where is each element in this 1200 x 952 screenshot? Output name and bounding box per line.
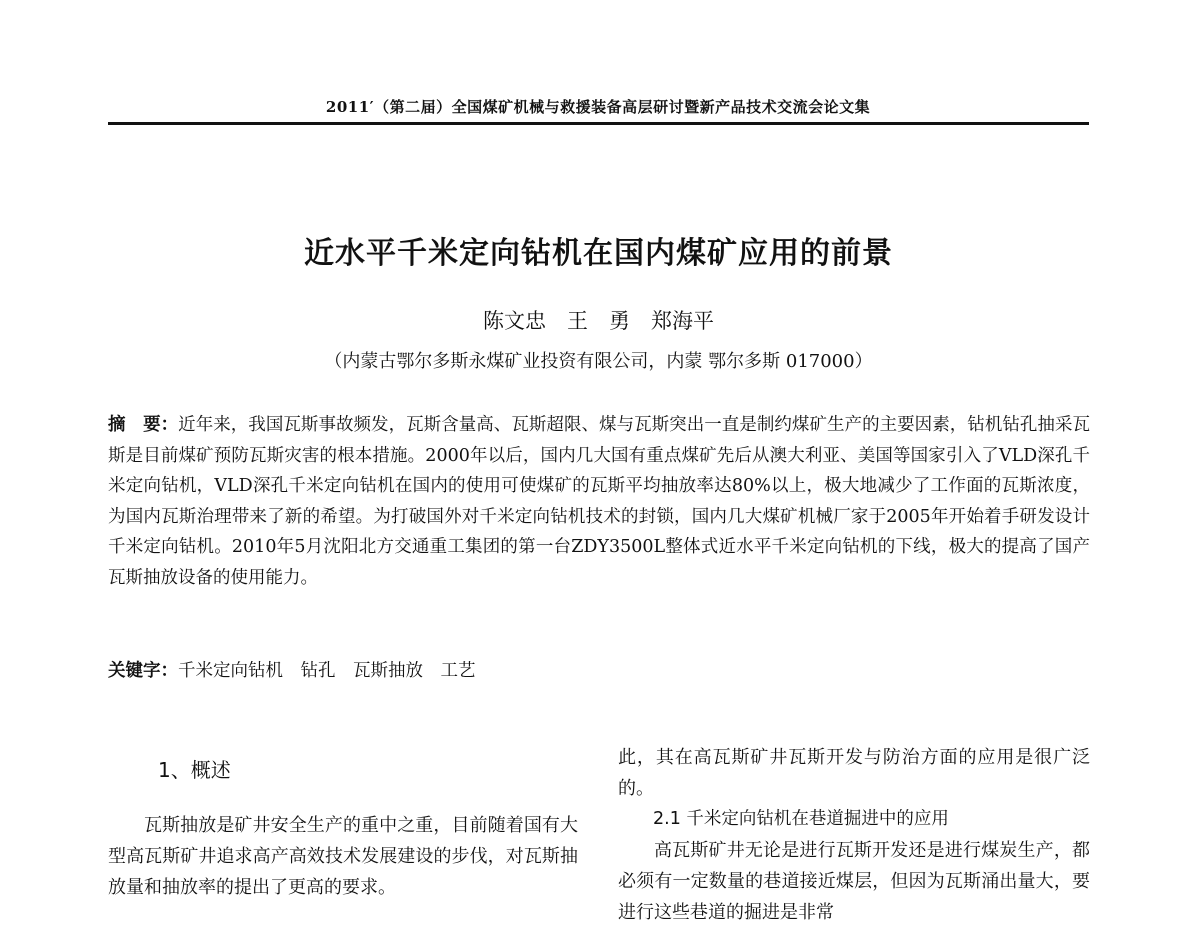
- author-list: 陈文忠 王 勇 郑海平: [483, 309, 714, 333]
- keywords-label: 关键字：: [108, 661, 178, 681]
- abstract-text: 近年来，我国瓦斯事故频发，瓦斯含量高、瓦斯超限、煤与瓦斯突出一直是制约煤矿生产的主要因素，钻机钻孔抽采瓦斯是目前煤矿预防瓦斯灾害的根本措施。2000年以后，国内几大国有重点煤矿先后从澳大利亚、美国等国家引入了VLD深孔千米定向钻机，VLD深孔千米定向钻机在国内的使用可使煤矿的瓦斯平均抽放率达80%以上，极大地减少了工作面的瓦斯浓度，为国内瓦斯治理带来了新的希望。为打破国外对千米定向钻机技术的封锁，国内几大煤矿机械厂家于2005年开始着手研发设计千米定向钻机。2010年5月沈阳北方交通重工集团的第一台ZDY3500L整体式近水平千米定向钻机的下线，极大的提高了国产瓦斯抽放设备的使用能力。: [108, 415, 1091, 588]
- right-column: [618, 742, 1090, 928]
- paper-title: 近水平千米定向钻机在国内煤矿应用的前景: [304, 236, 893, 271]
- continued-paragraph: 此，其在高瓦斯矿井瓦斯开发与防治方面的应用是很广泛的。: [618, 747, 1090, 799]
- subsection-heading-2-1: 2.1 千米定向钻机在巷道掘进中的应用: [653, 809, 949, 829]
- running-header: 2011′（第二届）全国煤矿机械与救援装备高层研讨暨新产品技术交流会论文集: [325, 98, 871, 116]
- overview-paragraph: 瓦斯抽放是矿井安全生产的重中之重，目前随着国有大型高瓦斯矿井追求高产高效技术发展建设的步伐，对瓦斯抽放量和抽放率的提出了更高的要求。: [108, 815, 578, 898]
- left-column: [108, 755, 578, 903]
- keywords: [108, 656, 1090, 686]
- subsection-paragraph: 高瓦斯矿井无论是进行瓦斯开发还是进行煤炭生产，都必须有一定数量的巷道接近煤层，但因为瓦斯涌出量大，要进行这些巷道的掘进是非常: [618, 840, 1090, 923]
- abstract-label: 摘 要：: [108, 415, 179, 435]
- author-affiliation: （内蒙古鄂尔多斯永煤矿业投资有限公司，内蒙 鄂尔多斯 017000）: [324, 351, 873, 372]
- section-heading-overview: 1、概述: [158, 758, 231, 782]
- keywords-text: 千米定向钻机 钻孔 瓦斯抽放 工艺: [178, 661, 476, 681]
- abstract: [108, 410, 1090, 593]
- header-rule: [108, 122, 1089, 125]
